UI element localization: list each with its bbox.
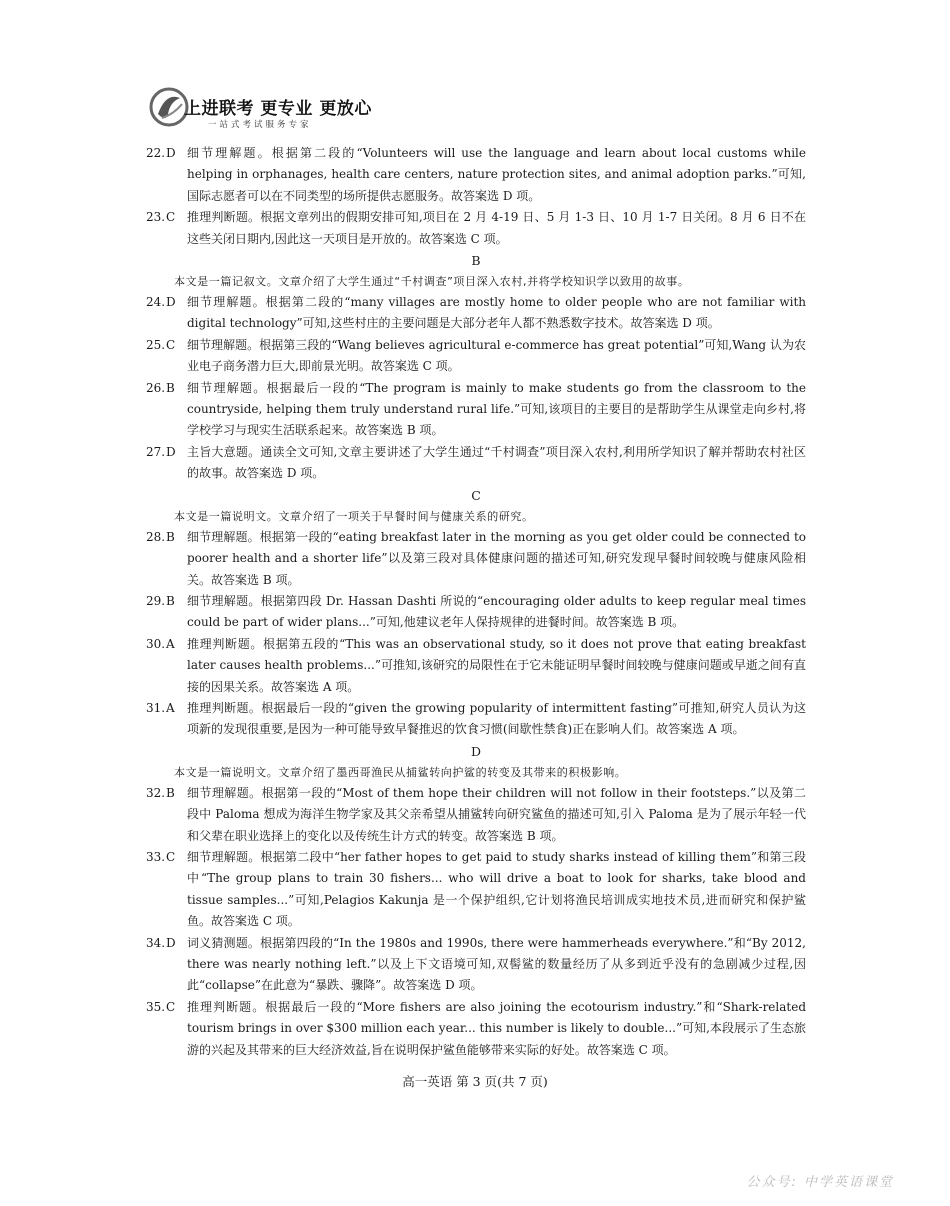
answer-item [146,591,806,634]
answer-item [146,698,806,741]
question-number: 23. [146,210,166,225]
page-footer: 高一英语 第 3 页(共 7 页) [402,1074,548,1089]
answer-item [146,527,806,591]
watermark: 公众号: 中学英语课堂 [746,1175,894,1190]
answer-item [146,143,806,207]
explanation-text: 细节理解题。根据第一段的“Most of them hope their children will not follow in their footsteps.”以及第二段中 Paloma 想成为海洋生物学家及其父亲希望从捕鲨转向研究鲨鱼的描述可知,引入 Paloma 是为了展示年轻一代和父辈在职业选择上的变化以及传统生计方式的转变。故答案选 B 项。 [187,785,806,843]
explanation-text: 细节理解题。根据第一段的“eating breakfast later in the morning as you get older could be connected to poorer health and a shorter life”以及第三段对具体健康问题的描述可知,研究发现早餐时间较晚与健康风险相关。故答案选 B 项。 [187,529,806,587]
section-b-items [146,292,806,485]
explanation-text: 推理判断题。根据最后一段的“given the growing popularity of intermittent fasting”可推知,研究人员认为这项新的发现很重要,是因为一种可能导致早餐推迟的饮食习惯(间歇性禁食)正在影响人们。故答案选 A 项。 [187,700,806,737]
answer-item [146,335,806,378]
section-b-label: B [471,253,481,269]
answer-letter: B [166,785,175,800]
explanation-text: 主旨大意题。通读全文可知,文章主要讲述了大学生通过“千村调查”项目深入农村,利用所学知识了解并帮助农村社区的故事。故答案选 D 项。 [187,444,806,481]
section-c-desc: 本文是一篇说明文。文章介绍了一项关于早餐时间与健康关系的研究。 [174,509,534,523]
section-d-desc: 本文是一篇说明文。文章介绍了墨西哥渔民从捕鲨转向护鲨的转变及其带来的积极影响。 [174,765,627,779]
question-number: 32. [146,785,166,800]
items-part-a [146,143,806,250]
question-number: 28. [146,529,166,544]
question-number: 26. [146,380,166,395]
answer-item [146,933,806,997]
explanation-text: 推理判断题。根据第五段的“This was an observational study, so it does not prove that eating breakfast later causes health problems...”可推知,该研究的局限性在于它未能证明早餐时间较晚与健康问题或早逝之间有直接的因果关系。故答案选 A 项。 [187,636,806,694]
question-number: 31. [146,700,166,715]
answer-letter: D [166,444,176,459]
answer-explanations [146,143,806,1061]
answer-letter: B [166,380,175,395]
brand-logo [148,84,468,134]
answer-item [146,997,806,1061]
question-number: 34. [146,935,166,950]
question-number: 22. [146,146,166,160]
question-number: 24. [146,295,166,310]
explanation-text: 细节理解题。根据第二段的“Volunteers will use the language and learn about local customs while helping in orphanages, health care centers, nature protection sites, and animal adoption parks.”可知,国际志愿者可以在不同类型的场所提供志愿服务。故答案选 D 项。 [187,146,806,203]
explanation-text: 细节理解题。根据第三段的“Wang believes agricultural e-commerce has great potential”可知,Wang 认为农业电子商务潜力巨大,即前景光明。故答案选 C 项。 [187,337,806,374]
answer-letter: C [166,849,176,864]
section-c-items [146,527,806,741]
answer-letter: C [166,210,176,225]
answer-item [146,442,806,485]
answer-letter: B [166,593,175,608]
explanation-text: 推理判断题。根据最后一段的“More fishers are also joining the ecotourism industry.”和“Shark-related tourism brings in over $300 million each year... this number is likely to double...”可知,本段展示了生态旅游的兴起及其带来的巨大经济效益,旨在说明保护鲨鱼能够带来实际的好处。故答案选 C 项。 [187,999,806,1057]
question-number: 29. [146,593,166,608]
explanation-text: 推理判断题。根据文章列出的假期安排可知,项目在 2 月 4-19 日、5 月 1-3 日、10 月 1-7 日关闭。8 月 6 日不在这些关闭日期内,因此这一天项目是开放的。故答案选 C 项。 [187,210,806,246]
answer-letter: D [166,295,176,310]
explanation-text: 细节理解题。根据第二段中“her father hopes to get paid to study sharks instead of killing them”和第三段中“The group plans to train 30 fishers... who will drive a boat to look for sharks, take blood and tissue samples...”可知,Pelagios Kakunja 是一个保护组织,它计划将渔民培训成实地技术员,进而研究和保护鲨鱼。故答案选 C 项。 [187,849,806,929]
answer-letter: B [166,529,175,544]
answer-letter: D [166,935,176,950]
explanation-text: 细节理解题。根据最后一段的“The program is mainly to make students go from the classroom to the countryside, helping them truly understand rural life.”可知,该项目的主要目的是帮助学生从课堂走向乡村,将学校学习与现实生活联系起来。故答案选 B 项。 [187,380,806,438]
answer-letter: A [166,700,175,715]
answer-item [146,378,806,442]
section-d-label: D [470,743,482,759]
explanation-text: 细节理解题。根据第二段的“many villages are mostly home to older people who are not familiar with digital technology”可知,这些村庄的主要问题是大部分老年人都不熟悉数字技术。故答案选 D 项。 [187,295,806,331]
answer-item [146,783,806,847]
answer-item [146,207,806,250]
question-number: 25. [146,337,166,352]
answer-item [146,847,806,933]
question-number: 35. [146,999,166,1014]
question-number: 33. [146,849,166,864]
answer-letter: D [166,146,176,160]
answer-item [146,634,806,698]
section-b-desc: 本文是一篇记叙文。文章介绍了大学生通过“千村调查”项目深入农村,并将学校知识学以致用的故事。 [174,275,690,289]
explanation-text: 词义猜测题。根据第四段的“In the 1980s and 1990s, there were hammerheads everywhere.”和“By 2012, there was nearly nothing left.”以及上下文语境可知,双髻鲨的数量经历了从多到近乎没有的急剧减少过程,因此“collapse”在此意为“暴跌、骤降”。故答案选 D 项。 [187,935,806,993]
section-d-items [146,783,806,1061]
question-number: 27. [146,444,166,459]
answer-letter: A [166,636,175,651]
answer-letter: C [166,337,176,352]
question-number: 30. [146,636,166,651]
answer-item [146,292,806,335]
logo-subtitle: 一站式考试服务专家 [208,120,312,130]
section-c-label: C [471,487,481,503]
answer-letter: C [166,999,176,1014]
logo-slogan: 上进联考 更专业 更放心 [184,99,372,119]
explanation-text: 细节理解题。根据第四段 Dr. Hassan Dashti 所说的“encouraging older adults to keep regular meal times could be part of wider plans...”可知,他建议老年人保持规律的进餐时间。故答案选 B 项。 [187,593,806,630]
